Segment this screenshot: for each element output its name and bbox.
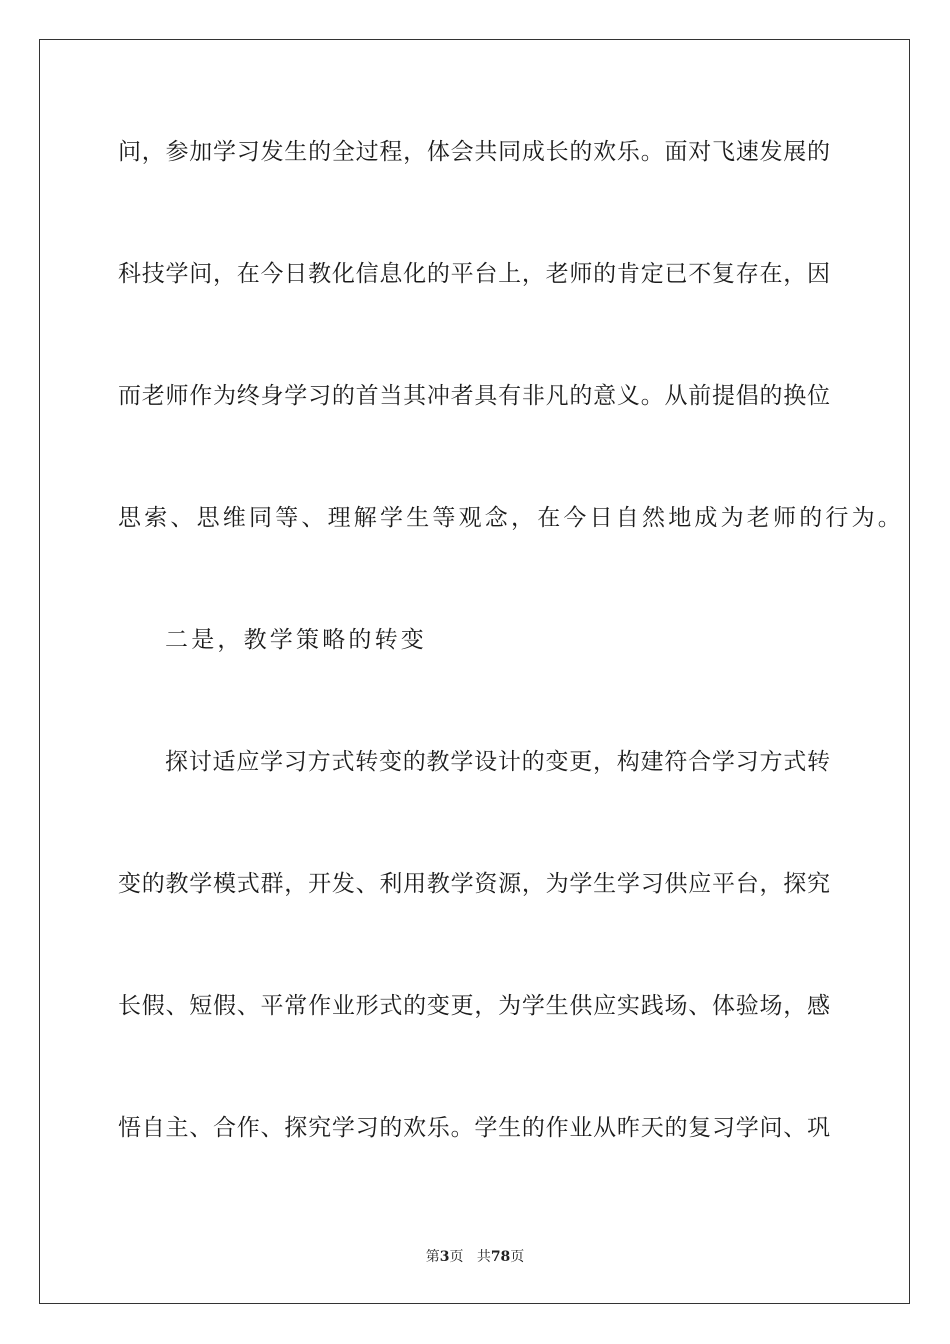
paragraph-line-7: 长假、短假、平常作业形式的变更，为学生供应实践场、体验场，感 [118,993,830,1019]
page-suffix: 页 [449,1249,464,1265]
page-footer [0,1248,950,1266]
page-prefix: 第 [425,1249,440,1265]
paragraph-line-4: 思索、思维同等、理解学生等观念，在今日自然地成为老师的行为。 [118,505,904,531]
page-number: 3 [439,1249,450,1265]
paragraph-line-1: 问，参加学习发生的全过程，体会共同成长的欢乐。面对飞速发展的 [118,139,830,165]
total-prefix: 共 [476,1249,491,1265]
total-pages: 78 [490,1249,511,1265]
paragraph-line-8: 悟自主、合作、探究学习的欢乐。学生的作业从昨天的复习学问、巩 [118,1115,830,1141]
paragraph-line-5: 探讨适应学习方式转变的教学设计的变更，构建符合学习方式转 [165,749,830,775]
paragraph-line-2: 科技学问，在今日教化信息化的平台上，老师的肯定已不复存在，因 [118,261,830,287]
section-heading: 二是，教学策略的转变 [165,627,427,653]
total-suffix: 页 [510,1249,525,1265]
paragraph-line-6: 变的教学模式群，开发、利用教学资源，为学生学习供应平台，探究 [118,871,830,897]
paragraph-line-3: 而老师作为终身学习的首当其冲者具有非凡的意义。从前提倡的换位 [118,383,830,409]
